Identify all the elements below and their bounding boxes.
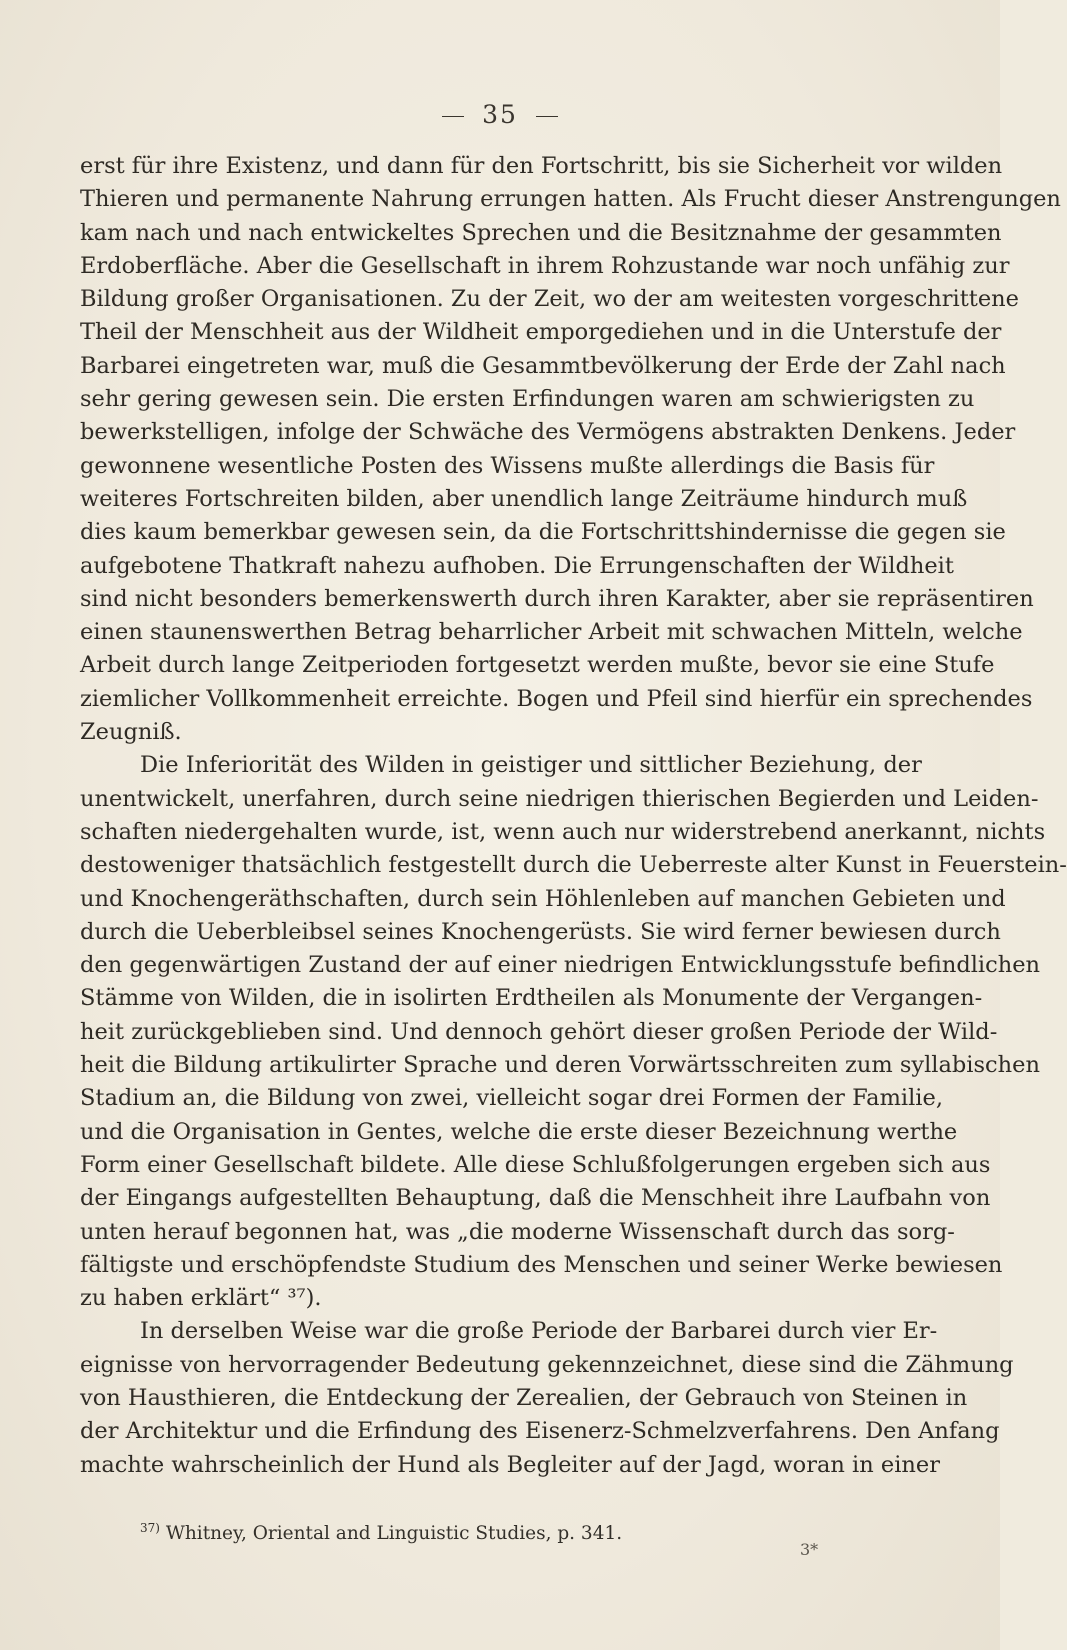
text-line: ziemlicher Vollkommenheit erreichte. Bogen und Pfeil sind hierfür ein sprechendes: [80, 685, 1033, 712]
text-line: Stämme von Wilden, die in isolirten Erdtheilen als Monumente der Vergangen-: [80, 985, 983, 1012]
page-number-dash-left: [442, 116, 464, 118]
text-line: kam nach und nach entwickeltes Sprechen und die Besitznahme der gesammten: [80, 219, 1002, 246]
text-line: Form einer Gesellschaft bildete. Alle diese Schlußfolgerungen ergeben sich aus: [80, 1151, 991, 1178]
text-line: erst für ihre Existenz, und dann für den Fortschritt, bis sie Sicherheit vor wilden: [80, 153, 1003, 179]
text-line: Barbarei eingetreten war, muß die Gesammtbevölkerung der Erde der Zahl nach: [80, 352, 1006, 379]
text-line: heit die Bildung artikulirter Sprache und deren Vorwärtsschreiten zum syllabischen: [80, 1052, 1040, 1079]
text-line: weiteres Fortschreiten bilden, aber unendlich lange Zeiträume hindurch muß: [80, 485, 968, 512]
text-line: der Architektur und die Erfindung des Eisenerz-Schmelzverfahrens. Den Anfang: [80, 1418, 1000, 1445]
text-line: durch die Ueberbleibsel seines Knochengerüsts. Sie wird ferner bewiesen durch: [80, 918, 1001, 945]
text-line: eignisse von hervorragender Bedeutung gekennzeichnet, diese sind die Zähmung: [80, 1351, 1014, 1378]
text-line: destoweniger thatsächlich festgestellt durch die Ueberreste alter Kunst in Feuerstein-: [80, 852, 1067, 879]
text-line: einen staunenswerthen Betrag beharrlicher Arbeit mit schwachen Mitteln, welche: [80, 619, 1023, 646]
text-line: Die Inferiorität des Wilden in geistiger und sittlicher Beziehung, der: [140, 752, 922, 779]
text-line: sind nicht besonders bemerkenswerth durch ihren Karakter, aber sie repräsentiren: [80, 585, 1034, 612]
page-number-dash-right: [536, 116, 558, 118]
text-line: dies kaum bemerkbar gewesen sein, da die Fortschrittshindernisse die gegen sie: [80, 519, 1006, 546]
body-text: [80, 150, 1067, 1482]
text-line: fältigste und erschöpfendste Studium des Menschen und seiner Werke bewiesen: [80, 1251, 1003, 1278]
text-line: und Knochengeräthschaften, durch sein Höhlenleben auf manchen Gebieten und: [80, 885, 1006, 912]
text-line: Theil der Menschheit aus der Wildheit emporgediehen und in die Unterstufe der: [80, 319, 1002, 346]
text-line: den gegenwärtigen Zustand der auf einer niedrigen Entwicklungsstufe befindlichen: [80, 952, 1041, 979]
footnote-marker: 37): [140, 1521, 160, 1535]
footnote: [140, 1515, 840, 1547]
footnote-text: Whitney, Oriental and Linguistic Studies, p. 341.: [165, 1523, 623, 1545]
text-line: machte wahrscheinlich der Hund als Begleiter auf der Jagd, woran in einer: [80, 1451, 940, 1478]
page-number-value: 35: [482, 100, 518, 129]
text-line: unten herauf begonnen hat, was „die moderne Wissenschaft durch das sorg-: [80, 1218, 955, 1245]
text-line: sehr gering gewesen sein. Die ersten Erfindungen waren am schwierigsten zu: [80, 386, 975, 413]
text-line: Arbeit durch lange Zeitperioden fortgesetzt werden mußte, bevor sie eine Stufe: [80, 652, 995, 679]
text-line: In derselben Weise war die große Periode der Barbarei durch vier Er-: [140, 1318, 938, 1345]
text-line: heit zurückgeblieben sind. Und dennoch gehört dieser großen Periode der Wild-: [80, 1018, 998, 1045]
text-line: Erdoberfläche. Aber die Gesellschaft in ihrem Rohzustande war noch unfähig zur: [80, 252, 1010, 279]
text-line: schaften niedergehalten wurde, ist, wenn auch nur widerstrebend anerkannt, nichts: [80, 818, 1046, 845]
text-line: Stadium an, die Bildung von zwei, vielleicht sogar drei Formen der Familie,: [80, 1085, 943, 1112]
text-line: aufgebotene Thatkraft nahezu aufhoben. Die Errungenschaften der Wildheit: [80, 552, 954, 579]
text-line: unentwickelt, unerfahren, durch seine niedrigen thierischen Begierden und Leiden-: [80, 785, 1039, 812]
text-line: und die Organisation in Gentes, welche die erste dieser Bezeichnung werthe: [80, 1118, 958, 1145]
signature-mark: 3*: [800, 1540, 819, 1559]
text-line: von Hausthieren, die Entdeckung der Zerealien, der Gebrauch von Steinen in: [80, 1384, 968, 1411]
text-line: Bildung großer Organisationen. Zu der Zeit, wo der am weitesten vorgeschrittene: [80, 286, 1019, 313]
text-line: bewerkstelligen, infolge der Schwäche des Vermögens abstrakten Denkens. Jeder: [80, 419, 1016, 446]
text-line: Zeugniß.: [80, 719, 182, 746]
text-line: Thieren und permanente Nahrung errungen hatten. Als Frucht dieser Anstrengungen: [80, 186, 1061, 213]
text-line: der Eingangs aufgestellten Behauptung, daß die Menschheit ihre Laufbahn von: [80, 1185, 991, 1212]
text-line: zu haben erklärt“ ³⁷).: [80, 1285, 322, 1312]
text-line: gewonnene wesentliche Posten des Wissens mußte allerdings die Basis für: [80, 452, 935, 479]
page-number: [0, 100, 1000, 129]
